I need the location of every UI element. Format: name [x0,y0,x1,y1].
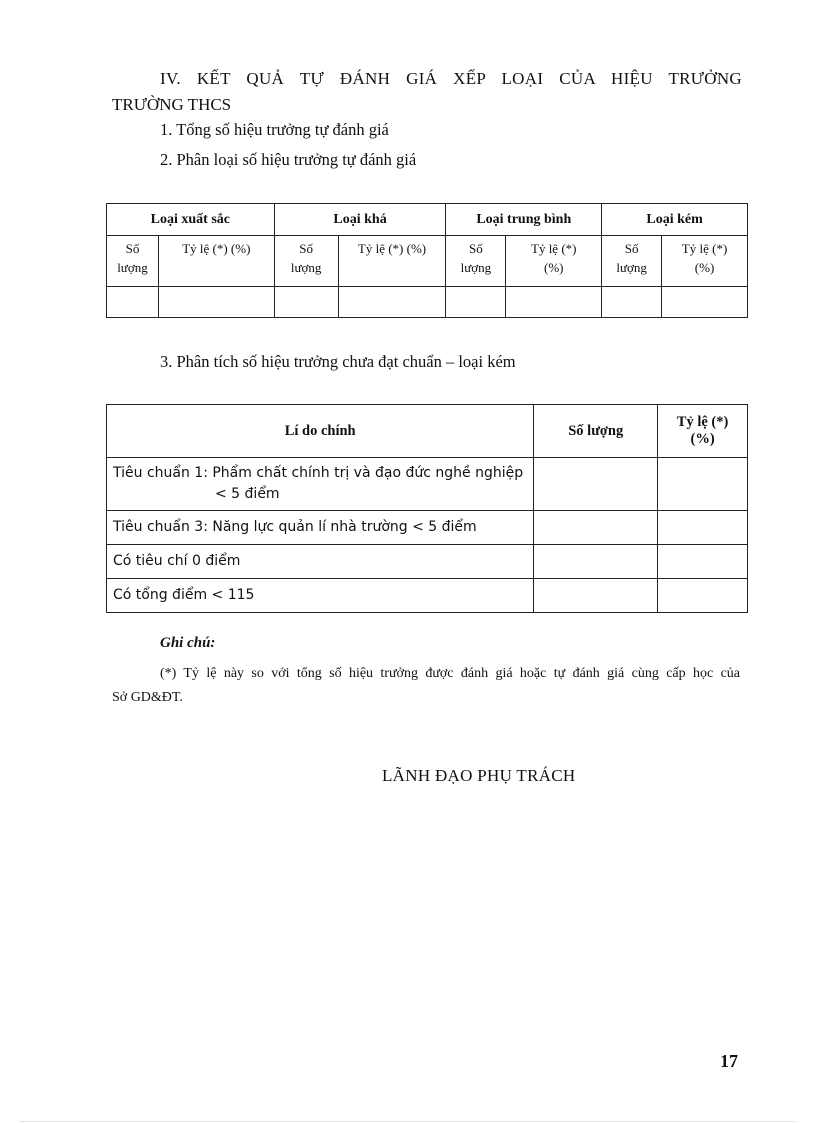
rate-header: Tỷ lệ (*) (%) [662,236,748,287]
section-heading [112,66,742,118]
reason-standard-1: Tiêu chuẩn 1: Phẩm chất chính trị và đạo đức nghề nghiệp < 5 điểm [107,458,534,511]
count-header: Số lượng [602,236,662,287]
table-cell [534,545,658,579]
note-line-2: Sở GD&ĐT. [112,690,183,705]
heading-line-2: TRƯỜNG THCS [112,95,232,114]
table-cell [602,287,662,318]
note-body [112,662,740,710]
table-cell [534,579,658,613]
table-cell [158,287,274,318]
note-line-1: (*) Tỷ lệ này so với tổng số hiệu trưởng được đánh giá hoặc tự đánh giá cùng cấp học của [160,666,740,681]
count-header: Số lượng [274,236,338,287]
group-excellent: Loại xuất sắc [107,204,275,236]
table-cell [658,511,748,545]
table-cell [658,458,748,511]
count-header: Số lượng [446,236,506,287]
heading-line-1: IV. KẾT QUẢ TỰ ĐÁNH GIÁ XẾP LOẠI CỦA HIỆU TRƯỞNG [160,69,742,88]
reason-total-score: Có tổng điểm < 115 [107,579,534,613]
rate-header: Tỷ lệ (*) (%) [338,236,446,287]
table-cell [274,287,338,318]
group-poor: Loại kém [602,204,748,236]
page-number: 17 [720,1051,738,1071]
reason-standard-3: Tiêu chuẩn 3: Năng lực quản lí nhà trường < 5 điểm [107,511,534,545]
group-average: Loại trung bình [446,204,602,236]
rate-header: Tỷ lệ (*) (%) [158,236,274,287]
rate-header: Tỷ lệ (*) (%) [658,405,748,458]
reason-zero-criterion: Có tiêu chí 0 điểm [107,545,534,579]
group-good: Loại khá [274,204,446,236]
table-cell [658,545,748,579]
table-cell [534,511,658,545]
note-title: Ghi chú: [160,635,216,651]
table-cell [446,287,506,318]
count-header: Số lượng [107,236,159,287]
page-bottom-divider [20,1121,796,1122]
table-cell [107,287,159,318]
item-3: 3. Phân tích số hiệu trưởng chưa đạt chuẩn – loại kém [160,352,516,371]
analysis-table [106,404,748,613]
rate-header: Tỷ lệ (*) (%) [506,236,602,287]
item-2: 2. Phân loại số hiệu trưởng tự đánh giá [160,150,417,169]
count-header: Số lượng [534,405,658,458]
classification-table [106,203,748,318]
table-cell [662,287,748,318]
item-1: 1. Tổng số hiệu trưởng tự đánh giá [160,120,389,139]
table-cell [506,287,602,318]
table-cell [534,458,658,511]
table-cell [338,287,446,318]
reason-header: Lí do chính [107,405,534,458]
table-cell [658,579,748,613]
signature-title: LÃNH ĐẠO PHỤ TRÁCH [382,766,576,785]
